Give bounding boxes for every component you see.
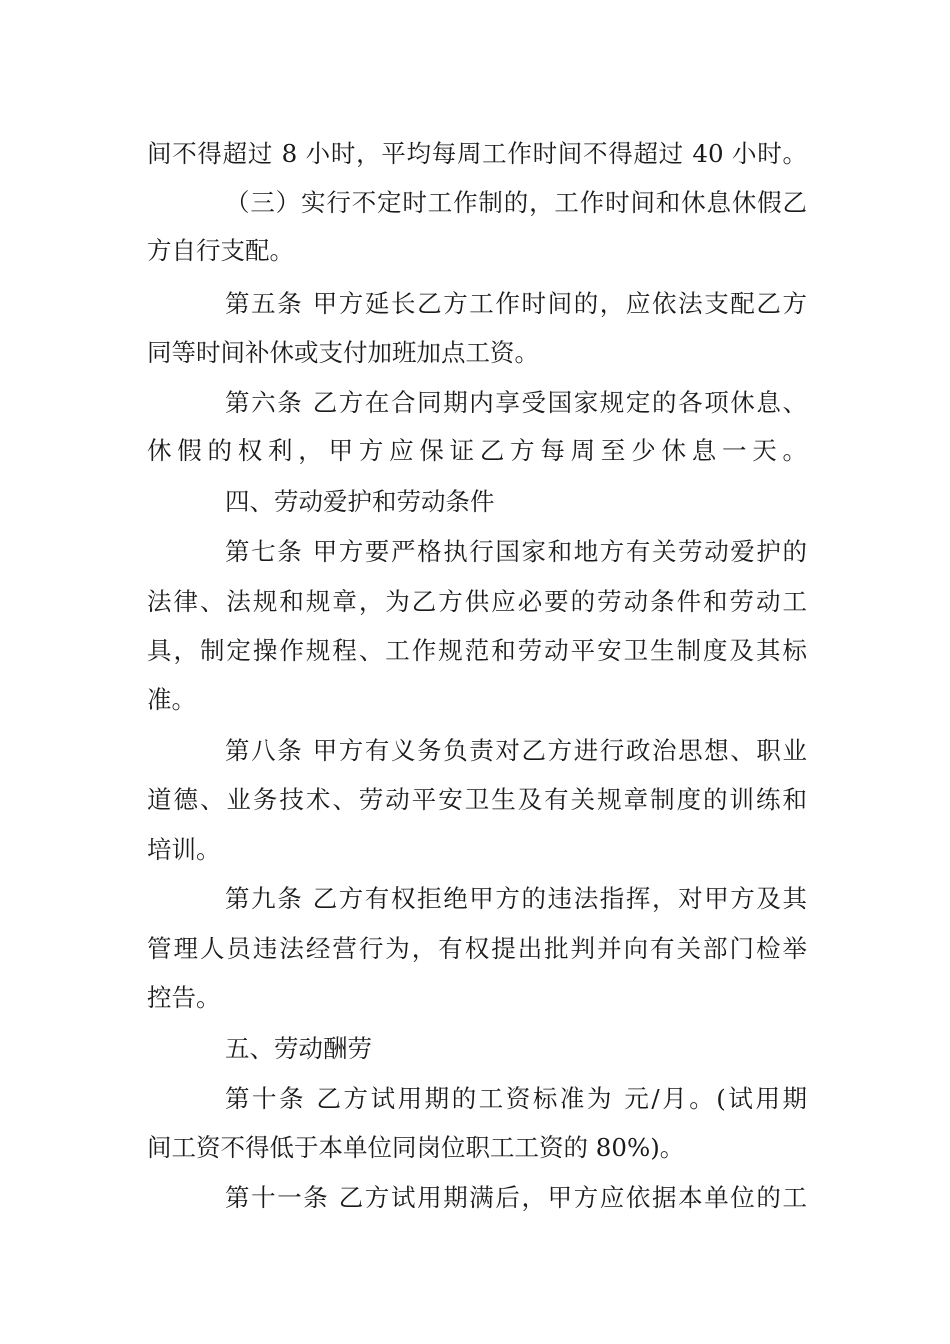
- section-heading: 四、劳动爱护和劳动条件: [225, 487, 495, 516]
- text-line: 第十条 乙方试用期的工资标准为 元/月。(试用期: [225, 1084, 807, 1113]
- text-line: （三）实行不定时工作制的，工作时间和休息休假乙: [225, 188, 807, 217]
- text-line: 第六条 乙方在合同期内享受国家规定的各项休息、: [225, 388, 807, 417]
- text-line: 培训。: [147, 835, 221, 864]
- text-line: 第七条 甲方要严格执行国家和地方有关劳动爱护的: [225, 537, 807, 566]
- text-line: 间不得超过 8 小时，平均每周工作时间不得超过 40 小时。: [147, 139, 807, 168]
- text-line: 控告。: [147, 983, 221, 1012]
- text-line: 第十一条 乙方试用期满后，甲方应依据本单位的工: [225, 1183, 807, 1212]
- text-line: 第五条 甲方延长乙方工作时间的，应依法支配乙方: [225, 289, 807, 318]
- text-line: 同等时间补休或支付加班加点工资。: [147, 338, 539, 367]
- text-line: 管理人员违法经营行为，有权提出批判并向有关部门检举: [147, 934, 807, 963]
- text-line: 第九条 乙方有权拒绝甲方的违法指挥，对甲方及其: [225, 884, 807, 913]
- text-line: 法律、法规和规章，为乙方供应必要的劳动条件和劳动工: [147, 587, 807, 616]
- text-line: 第八条 甲方有义务负责对乙方进行政治思想、职业: [225, 736, 807, 765]
- text-line: 具，制定操作规程、工作规范和劳动平安卫生制度及其标: [147, 636, 807, 665]
- text-line: 休假的权利，甲方应保证乙方每周至少休息一天。: [147, 436, 807, 465]
- text-line: 准。: [147, 685, 196, 714]
- text-line: 方自行支配。: [147, 236, 294, 265]
- section-heading: 五、劳动酬劳: [225, 1034, 372, 1063]
- text-line: 道德、业务技术、劳动平安卫生及有关规章制度的训练和: [147, 785, 807, 814]
- text-line: 间工资不得低于本单位同岗位职工工资的 80%)。: [147, 1133, 685, 1162]
